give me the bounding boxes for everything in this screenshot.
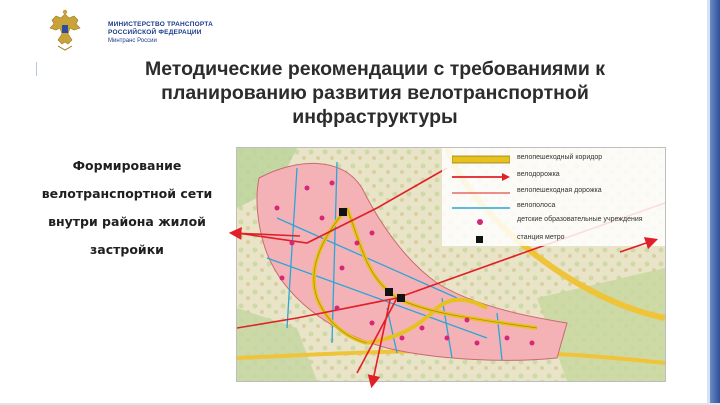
metro-station-marker — [385, 288, 393, 296]
legend-label: велодорожка — [517, 171, 560, 178]
legend-item — [444, 215, 664, 233]
metro-station-marker — [397, 294, 405, 302]
black-square-icon — [452, 233, 510, 247]
legend-label: велополоса — [517, 202, 556, 209]
legend-label: велопешеходный коридор — [517, 154, 603, 161]
ministry-emblem — [34, 8, 96, 54]
ministry-name-line1: МИНИСТЕРСТВО ТРАНСПОРТА — [108, 21, 214, 28]
ministry-name-block — [108, 21, 218, 45]
magenta-dot-icon — [452, 215, 510, 229]
legend-item — [444, 186, 664, 200]
yellow-double-line-icon — [452, 153, 510, 167]
legend-label: детские образовательные учреждения — [517, 216, 643, 223]
metro-station-marker — [339, 208, 347, 216]
double-headed-eagle-emblem-icon — [34, 8, 96, 54]
legend-label: станция метро — [517, 234, 565, 241]
legend-item — [444, 201, 664, 215]
side-description-line: застройки — [90, 242, 164, 257]
side-description-line: внутри района жилой — [48, 214, 206, 229]
legend-item — [444, 170, 664, 184]
legend-label: велопешеходная дорожка — [517, 187, 602, 194]
slide-title-line: Методические рекомендации с требованиями к — [144, 58, 606, 80]
cyan-line-icon — [452, 201, 510, 215]
header-divider — [36, 62, 37, 76]
slide-title-line: планированию развития велотранспортной — [161, 82, 589, 104]
ministry-short-name: Минтранс России — [108, 38, 157, 44]
slide-title — [70, 57, 680, 129]
legend-item — [444, 153, 664, 167]
red-thin-line-icon — [452, 186, 510, 200]
side-description — [18, 152, 236, 264]
red-arrow-line-icon — [452, 170, 510, 184]
slide-title-line: инфраструктуры — [292, 106, 458, 128]
side-description-line: велотранспортной сети — [41, 186, 213, 201]
legend-item — [444, 233, 664, 247]
ministry-name-line2: РОССИЙСКОЙ ФЕДЕРАЦИИ — [108, 29, 202, 36]
side-description-line: Формирование — [72, 158, 182, 173]
right-accent-bar — [710, 0, 720, 405]
